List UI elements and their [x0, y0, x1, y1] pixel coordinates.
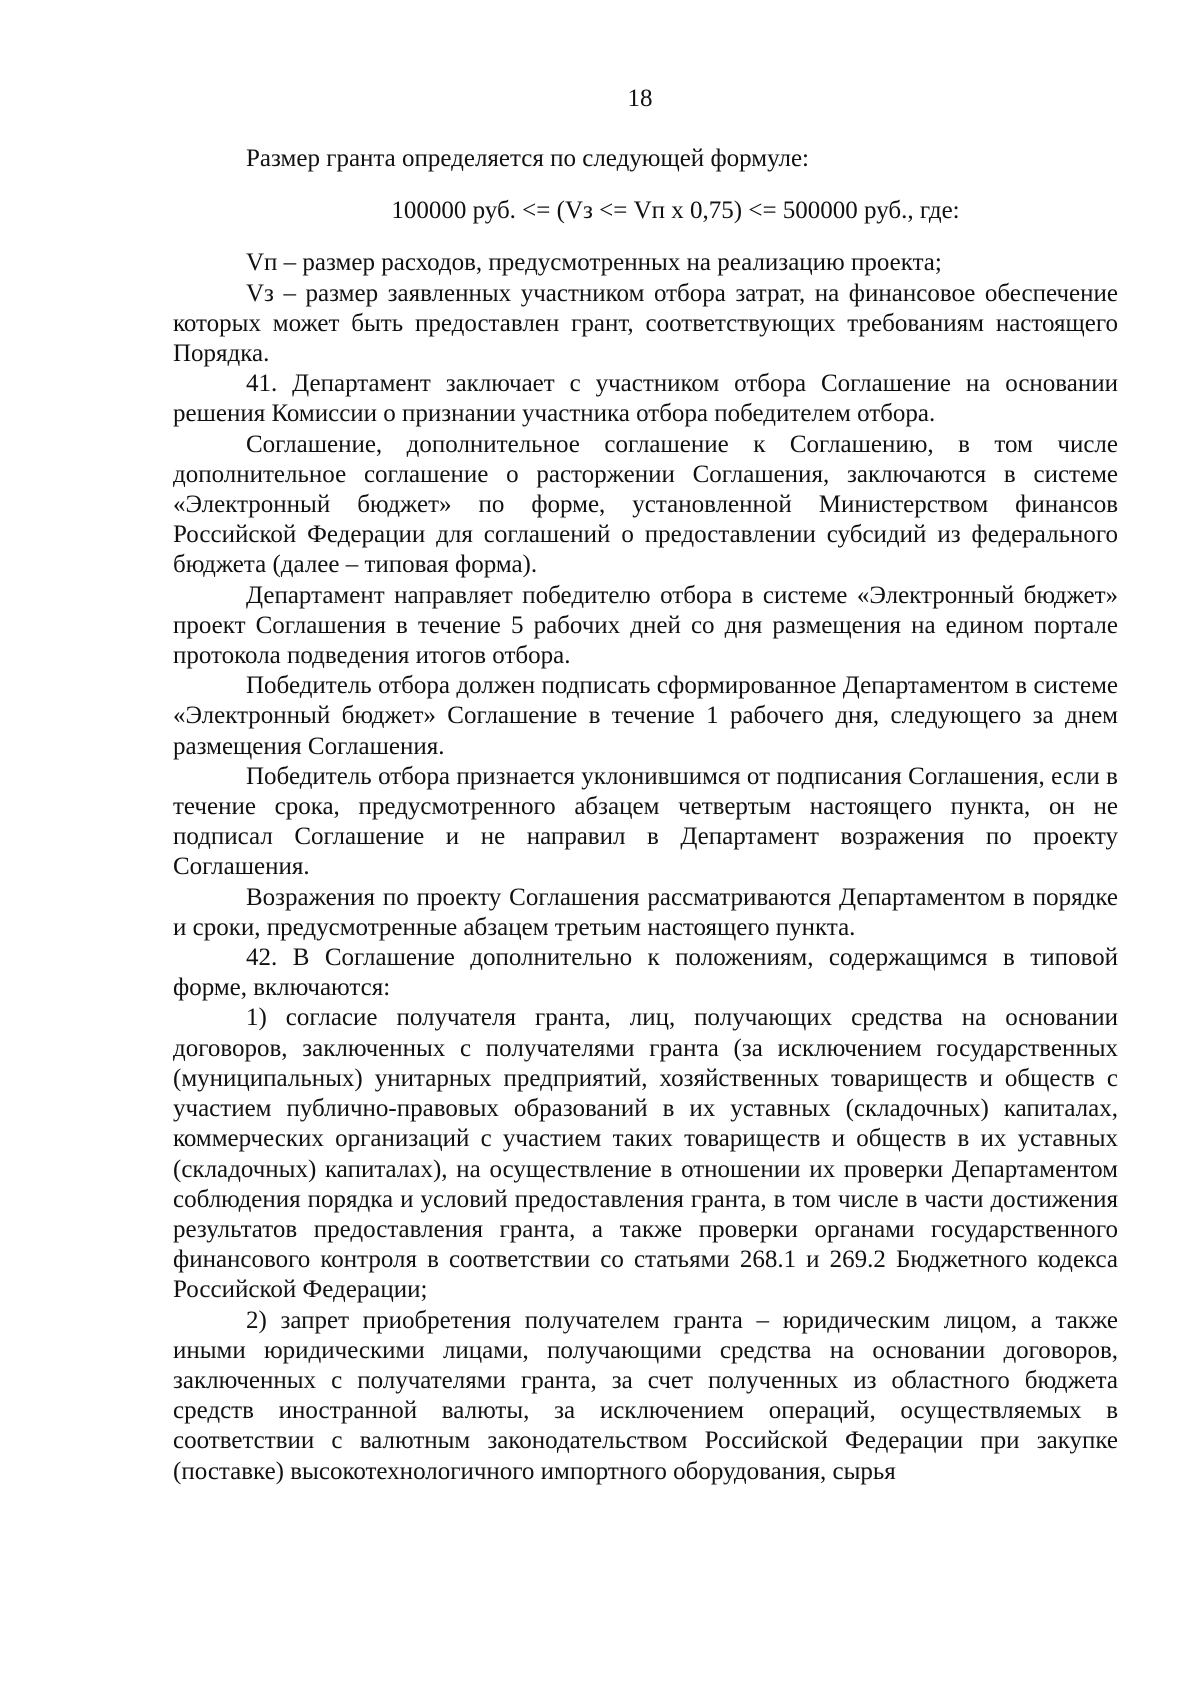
paragraph-item-41: 41. Департамент заключает с участником отбора Соглашение на основании решения Комиссии о признании участника отбора победителем отбора.	[173, 370, 1118, 428]
paragraph-agreement-sending: Департамент направляет победителю отбора в системе «Электронный бюджет» проект Соглашения в течение 5 рабочих дней со дня размещения на едином портале протокола подведения итогов отбора.	[173, 581, 1118, 670]
paragraph-definition-vz: Vз – размер заявленных участником отбора затрат, на финансовое обеспечение которых может быть предоставлен грант, соответствующих требованиям настоящего Порядка.	[173, 279, 1118, 368]
paragraph-objections: Возражения по проекту Соглашения рассматриваются Департаментом в порядке и сроки, предусмотренные абзацем третьим настоящего пункта.	[173, 883, 1118, 941]
paragraph-evasion: Победитель отбора признается уклонившимся от подписания Соглашения, если в течение срока, предусмотренного абзацем четвертым настоящего пункта, он не подписал Соглашение и не направил в Департамент возражения по проекту Соглашения.	[173, 762, 1118, 881]
document-body	[173, 144, 1118, 1487]
paragraph-definition-vp: Vп – размер расходов, предусмотренных на реализацию проекта;	[246, 249, 942, 277]
paragraph-intro: Размер гранта определяется по следующей формуле:	[246, 145, 810, 172]
paragraph-item-42-2: 2) запрет приобретения получателем гранта – юридическим лицом, а также иными юридическими лицами, получающими средства на основании договоров, заключенных с получателями гранта, за счет полученных из областного бюджета средств иностранной валюты, за исключением операций, осуществляемых в соответствии с валютным законодательством Российской Федерации при закупке (поставке) высокотехнологичного импортного оборудования, сырья	[173, 1306, 1118, 1485]
paragraph-agreement-signing: Победитель отбора должен подписать сформированное Департаментом в системе «Электронный бюджет» Соглашение в течение 1 рабочего дня, следующего за днем размещения Соглашения.	[173, 672, 1118, 760]
paragraph-item-42: 42. В Соглашение дополнительно к положениям, содержащимся в типовой форме, включаются:	[173, 944, 1118, 1002]
grant-formula: 100000 руб. <= (Vз <= Vп x 0,75) <= 500000 руб., где:	[391, 197, 960, 225]
page-number: 18	[627, 85, 653, 112]
paragraph-agreement-form: Соглашение, дополнительное соглашение к Соглашению, в том числе дополнительное соглашение о расторжении Соглашения, заключаются в системе «Электронный бюджет» по форме, установленной Министерством финансов Российской Федерации для соглашений о предоставлении субсидий из федерального бюджета (далее – типовая форма).	[173, 430, 1118, 579]
paragraph-item-42-1: 1) согласие получателя гранта, лиц, получающих средства на основании договоров, заключенных с получателями гранта (за исключением государственных (муниципальных) унитарных предприятий, хозяйственных товариществ и обществ с участием публично-правовых образований в их уставных (складочных) капиталах, коммерческих организаций с участием таких товариществ и обществ в их уставных (складочных) капиталах), на осуществление в отношении их проверки Департаментом соблюдения порядка и условий предоставления гранта, в том числе в части достижения результатов предоставления гранта, а также проверки органами государственного финансового контроля в соответствии со статьями 268.1 и 269.2 Бюджетного кодекса Российской Федерации;	[173, 1004, 1118, 1304]
